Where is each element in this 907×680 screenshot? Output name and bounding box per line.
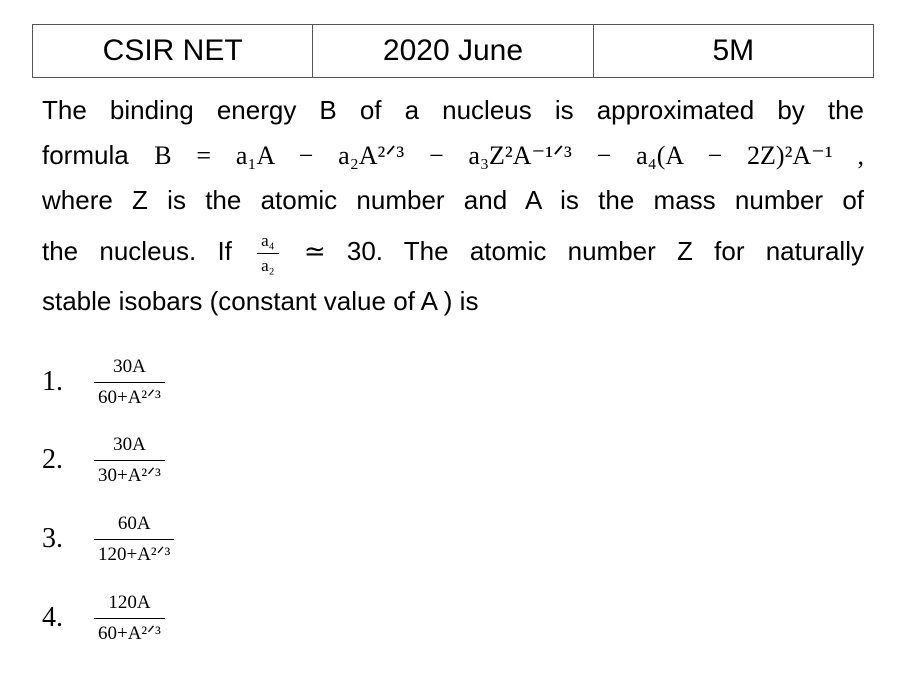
ratio-fraction [257,231,278,276]
option-3[interactable] [42,505,342,575]
ratio-denominator: a₂ [261,255,275,275]
option-3-fraction [94,511,174,568]
question-text [42,88,864,324]
option-1-fraction [94,354,165,411]
option-1-numerator: 30A [94,354,165,383]
option-2-fraction [94,432,165,489]
option-3-numerator: 60A [94,511,174,540]
option-2[interactable] [42,426,342,496]
question-line-2 [42,133,864,178]
binding-energy-formula: B = a₁A − a₂A²ᐟ³ − a₃Z²A⁻¹ᐟ³ − a₄(A − 2Z)²A⁻¹ , [154,141,864,170]
exam-session: 2020 June [313,25,593,78]
question-line-5: stable isobars (constant value of A ) is [42,286,479,316]
option-2-numerator: 30A [94,432,165,461]
question-line-3: where Z is the atomic number and A is the mass number of [42,185,864,215]
option-3-label: 3. [42,523,63,554]
option-3-denominator: 120+A²ᐟ³ [98,544,171,565]
option-4-numerator: 120A [94,590,165,619]
question-marks: 5M [593,25,873,78]
option-4[interactable] [42,584,342,654]
option-4-denominator: 60+A²ᐟ³ [98,623,161,644]
option-1-denominator: 60+A²ᐟ³ [98,387,161,408]
formula-label: formula [42,140,129,170]
line4-post: ≃ 30. The atomic number Z for naturally [303,236,864,266]
question-line-4 [42,223,864,279]
question-line-1: The binding energy B of a nucleus is approximated by the [42,95,864,125]
option-4-fraction [94,590,165,647]
option-2-denominator: 30+A²ᐟ³ [98,465,161,486]
ratio-numerator: a₄ [257,231,278,254]
option-1[interactable] [42,348,342,418]
option-4-label: 4. [42,602,63,633]
exam-name: CSIR NET [33,25,313,78]
header-table [32,24,874,78]
option-1-label: 1. [42,366,63,397]
line4-pre: the nucleus. If [42,236,232,266]
option-2-label: 2. [42,444,63,475]
